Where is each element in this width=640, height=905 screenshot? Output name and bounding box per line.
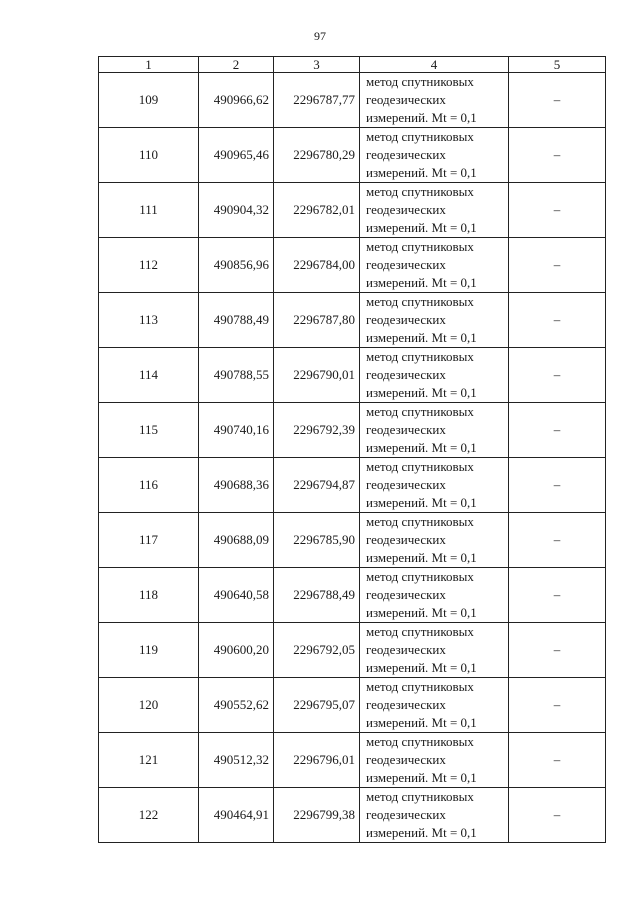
method-line: измерений. Mt = 0,1: [366, 110, 477, 125]
point-number-cell: 110: [99, 128, 199, 183]
method-line: геодезических: [366, 92, 446, 107]
point-number-cell: 115: [99, 403, 199, 458]
table-row: [99, 293, 606, 348]
column5-cell: –: [509, 73, 606, 128]
point-number-cell: 114: [99, 348, 199, 403]
method-line: геодезических: [366, 147, 446, 162]
table-row: [99, 348, 606, 403]
method-line: измерений. Mt = 0,1: [366, 770, 477, 785]
column5-cell: –: [509, 348, 606, 403]
table-row: [99, 238, 606, 293]
method-line: метод спутниковых: [366, 349, 474, 364]
y-coordinate-cell: 2296792,05: [274, 623, 360, 678]
table-row: [99, 128, 606, 183]
column-header: 4: [360, 57, 509, 73]
y-coordinate-cell: 2296788,49: [274, 568, 360, 623]
method-line: геодезических: [366, 532, 446, 547]
y-coordinate-cell: 2296785,90: [274, 513, 360, 568]
x-coordinate-cell: 490464,91: [199, 788, 274, 843]
point-number-cell: 117: [99, 513, 199, 568]
y-coordinate-cell: 2296787,77: [274, 73, 360, 128]
column5-cell: –: [509, 678, 606, 733]
method-line: геодезических: [366, 697, 446, 712]
method-line: метод спутниковых: [366, 239, 474, 254]
method-cell: [360, 458, 509, 513]
column5-cell: –: [509, 623, 606, 678]
method-line: измерений. Mt = 0,1: [366, 220, 477, 235]
method-line: метод спутниковых: [366, 294, 474, 309]
method-line: геодезических: [366, 807, 446, 822]
y-coordinate-cell: 2296795,07: [274, 678, 360, 733]
y-coordinate-cell: 2296787,80: [274, 293, 360, 348]
y-coordinate-cell: 2296796,01: [274, 733, 360, 788]
x-coordinate-cell: 490788,49: [199, 293, 274, 348]
x-coordinate-cell: 490688,09: [199, 513, 274, 568]
column-header: 2: [199, 57, 274, 73]
method-line: измерений. Mt = 0,1: [366, 825, 477, 840]
method-line: метод спутниковых: [366, 459, 474, 474]
method-line: измерений. Mt = 0,1: [366, 550, 477, 565]
method-line: метод спутниковых: [366, 404, 474, 419]
column5-cell: –: [509, 403, 606, 458]
column5-cell: –: [509, 568, 606, 623]
column-header: 1: [99, 57, 199, 73]
point-number-cell: 112: [99, 238, 199, 293]
method-line: метод спутниковых: [366, 514, 474, 529]
x-coordinate-cell: 490600,20: [199, 623, 274, 678]
x-coordinate-cell: 490856,96: [199, 238, 274, 293]
table-row: [99, 678, 606, 733]
table-row: [99, 788, 606, 843]
method-line: геодезических: [366, 642, 446, 657]
method-cell: [360, 788, 509, 843]
column5-cell: –: [509, 238, 606, 293]
point-number-cell: 122: [99, 788, 199, 843]
table-row: [99, 73, 606, 128]
method-line: измерений. Mt = 0,1: [366, 275, 477, 290]
method-cell: [360, 73, 509, 128]
column5-cell: –: [509, 458, 606, 513]
x-coordinate-cell: 490788,55: [199, 348, 274, 403]
method-cell: [360, 733, 509, 788]
column5-cell: –: [509, 513, 606, 568]
x-coordinate-cell: 490688,36: [199, 458, 274, 513]
method-line: метод спутниковых: [366, 74, 474, 89]
column-header: 3: [274, 57, 360, 73]
method-line: измерений. Mt = 0,1: [366, 495, 477, 510]
y-coordinate-cell: 2296780,29: [274, 128, 360, 183]
method-line: измерений. Mt = 0,1: [366, 165, 477, 180]
table-row: [99, 568, 606, 623]
method-line: геодезических: [366, 422, 446, 437]
method-line: измерений. Mt = 0,1: [366, 660, 477, 675]
method-line: метод спутниковых: [366, 679, 474, 694]
method-line: измерений. Mt = 0,1: [366, 330, 477, 345]
method-cell: [360, 403, 509, 458]
coordinates-table: [98, 56, 606, 843]
method-cell: [360, 293, 509, 348]
point-number-cell: 121: [99, 733, 199, 788]
method-line: метод спутниковых: [366, 734, 474, 749]
table-header-row: [99, 57, 606, 73]
column5-cell: –: [509, 128, 606, 183]
method-cell: [360, 128, 509, 183]
point-number-cell: 120: [99, 678, 199, 733]
x-coordinate-cell: 490740,16: [199, 403, 274, 458]
y-coordinate-cell: 2296799,38: [274, 788, 360, 843]
x-coordinate-cell: 490640,58: [199, 568, 274, 623]
method-cell: [360, 678, 509, 733]
point-number-cell: 111: [99, 183, 199, 238]
x-coordinate-cell: 490965,46: [199, 128, 274, 183]
column-header: 5: [509, 57, 606, 73]
y-coordinate-cell: 2296784,00: [274, 238, 360, 293]
method-line: измерений. Mt = 0,1: [366, 440, 477, 455]
method-cell: [360, 623, 509, 678]
y-coordinate-cell: 2296790,01: [274, 348, 360, 403]
method-line: метод спутниковых: [366, 184, 474, 199]
method-line: геодезических: [366, 367, 446, 382]
column5-cell: –: [509, 183, 606, 238]
table-row: [99, 183, 606, 238]
table-row: [99, 458, 606, 513]
method-cell: [360, 238, 509, 293]
point-number-cell: 118: [99, 568, 199, 623]
method-line: геодезических: [366, 257, 446, 272]
table-row: [99, 733, 606, 788]
point-number-cell: 116: [99, 458, 199, 513]
table-row: [99, 623, 606, 678]
table-row: [99, 403, 606, 458]
table-body: [99, 73, 606, 843]
method-line: измерений. Mt = 0,1: [366, 605, 477, 620]
method-line: метод спутниковых: [366, 624, 474, 639]
method-line: геодезических: [366, 202, 446, 217]
x-coordinate-cell: 490512,32: [199, 733, 274, 788]
method-line: геодезических: [366, 312, 446, 327]
point-number-cell: 113: [99, 293, 199, 348]
y-coordinate-cell: 2296794,87: [274, 458, 360, 513]
method-line: геодезических: [366, 477, 446, 492]
x-coordinate-cell: 490966,62: [199, 73, 274, 128]
y-coordinate-cell: 2296782,01: [274, 183, 360, 238]
table-row: [99, 513, 606, 568]
method-line: измерений. Mt = 0,1: [366, 385, 477, 400]
column5-cell: –: [509, 293, 606, 348]
point-number-cell: 109: [99, 73, 199, 128]
method-cell: [360, 348, 509, 403]
column5-cell: –: [509, 733, 606, 788]
method-line: метод спутниковых: [366, 129, 474, 144]
method-line: геодезических: [366, 752, 446, 767]
y-coordinate-cell: 2296792,39: [274, 403, 360, 458]
method-line: измерений. Mt = 0,1: [366, 715, 477, 730]
x-coordinate-cell: 490552,62: [199, 678, 274, 733]
point-number-cell: 119: [99, 623, 199, 678]
method-line: геодезических: [366, 587, 446, 602]
method-line: метод спутниковых: [366, 569, 474, 584]
page-number: 97: [314, 29, 326, 43]
column5-cell: –: [509, 788, 606, 843]
method-cell: [360, 183, 509, 238]
method-cell: [360, 568, 509, 623]
method-line: метод спутниковых: [366, 789, 474, 804]
method-cell: [360, 513, 509, 568]
x-coordinate-cell: 490904,32: [199, 183, 274, 238]
